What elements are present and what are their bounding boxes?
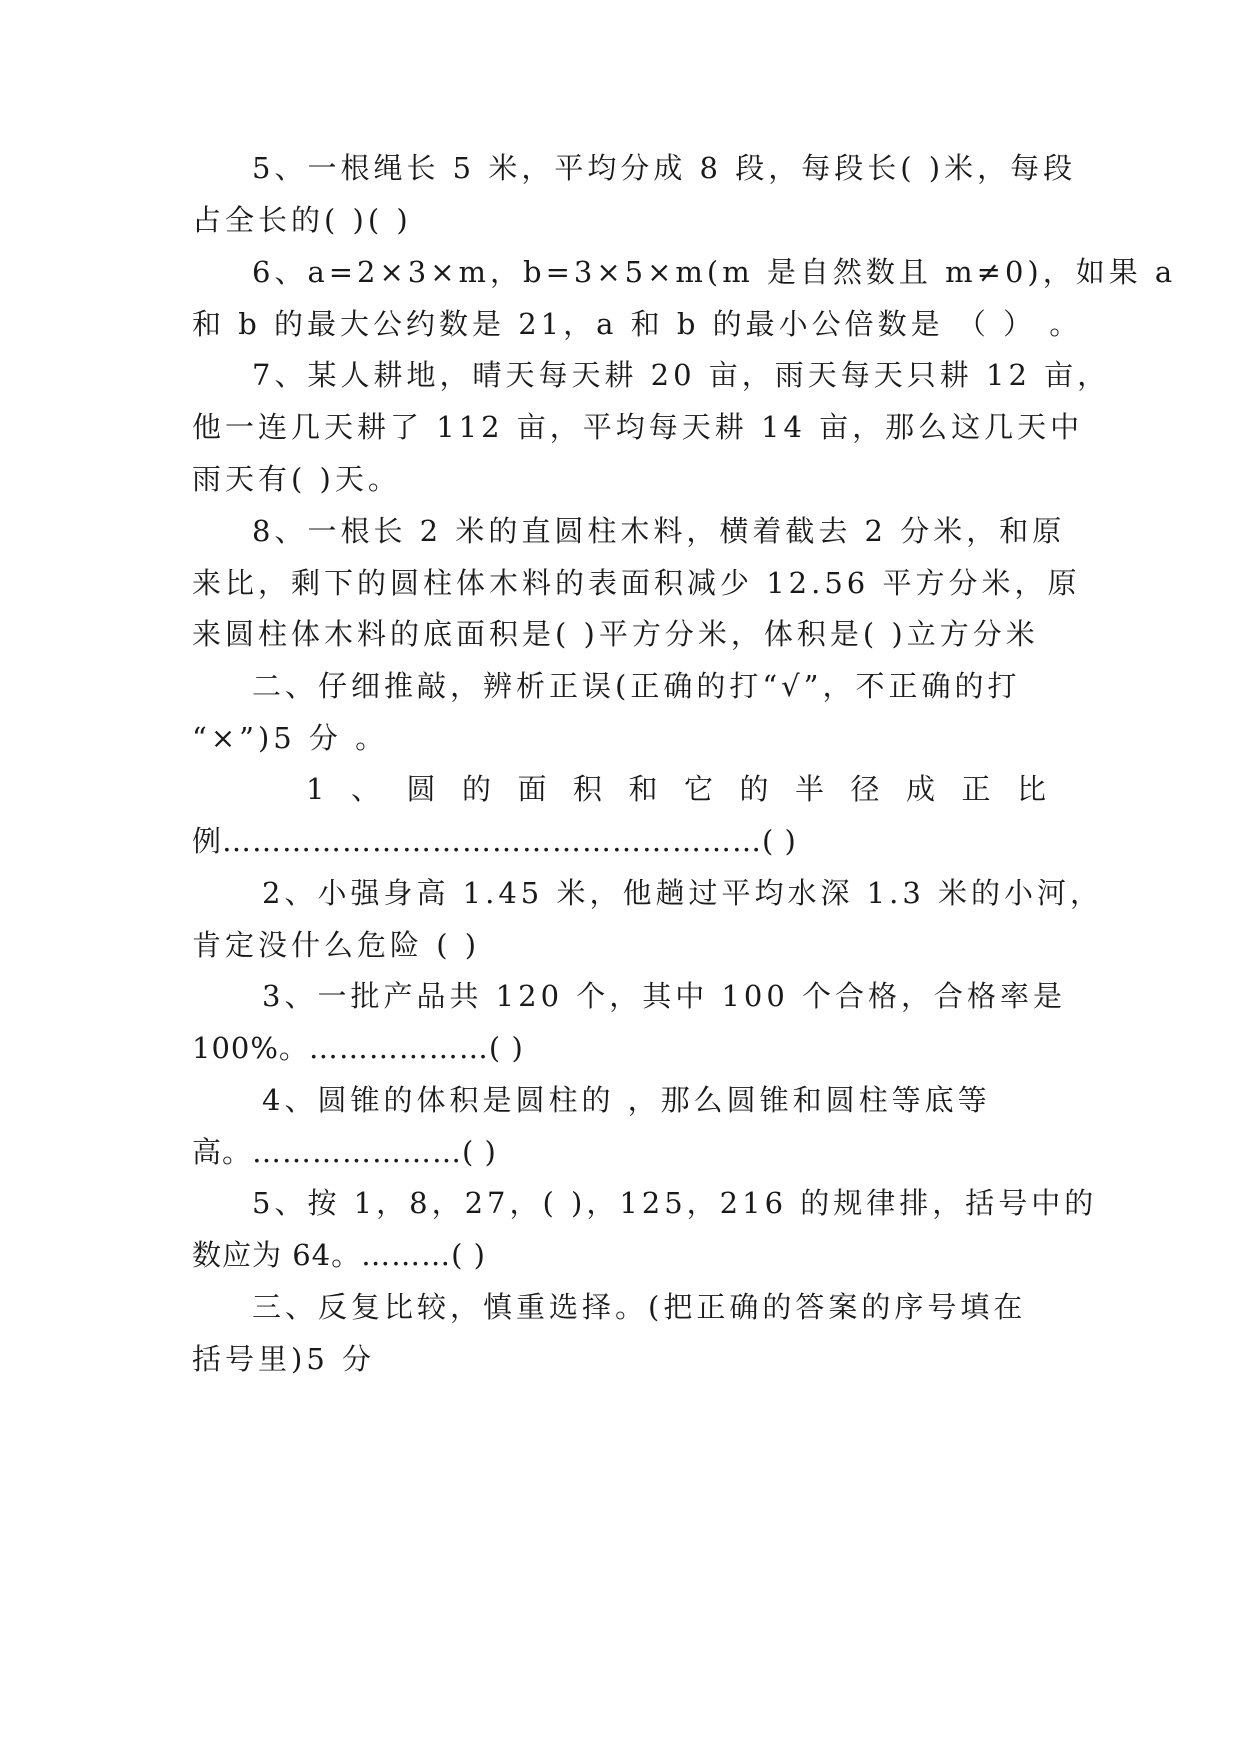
judge-1-char: 正 bbox=[961, 772, 991, 806]
judge-3-line-2: 100%。………………( ) bbox=[192, 1031, 524, 1065]
section-2-heading-line-2: “×”)5 分 。 bbox=[192, 721, 389, 755]
question-6-line-2: 和 b 的最大公约数是 21，a 和 b 的最小公倍数是 （ ） 。 bbox=[192, 307, 1083, 341]
section-3-heading-line-2: 括号里)5 分 bbox=[192, 1342, 375, 1376]
judge-1-char: 它 bbox=[683, 772, 713, 806]
judge-1-char: 比 bbox=[1016, 772, 1046, 806]
judge-1-line-2: 例………………………………………………( ) bbox=[192, 824, 797, 858]
section-2-heading-line-1: 二、仔细推敲，辨析正误(正确的打“√”，不正确的打 bbox=[252, 669, 1021, 703]
judge-1-char: 、 bbox=[350, 772, 380, 806]
judge-4-line-2: 高。…………………( ) bbox=[192, 1135, 497, 1169]
question-7-line-2: 他一连几天耕了 112 亩，平均每天耕 14 亩，那么这几天中 bbox=[192, 410, 1084, 444]
judge-5-line-2: 数应为 64。………( ) bbox=[192, 1238, 486, 1272]
question-5-line-1: 5、一根绳长 5 米，平均分成 8 段，每段长( )米，每段 bbox=[252, 151, 1077, 185]
question-7-line-3: 雨天有( )天。 bbox=[192, 462, 401, 496]
judge-1-char: 的 bbox=[739, 772, 769, 806]
section-3-heading-line-1: 三、反复比较，慎重选择。(把正确的答案的序号填在 bbox=[252, 1290, 1027, 1324]
judge-1-char: 径 bbox=[850, 772, 880, 806]
question-7-line-1: 7、某人耕地，晴天每天耕 20 亩，雨天每天只耕 12 亩， bbox=[252, 358, 1111, 392]
question-8-line-2: 来比，剩下的圆柱体木料的表面积减少 12.56 平方分米，原 bbox=[192, 566, 1081, 600]
question-8-line-3: 来圆柱体木料的底面积是( )平方分米，体积是( )立方分米 bbox=[192, 617, 1039, 651]
judge-4-line-1: 4、圆锥的体积是圆柱的 ，那么圆锥和圆柱等底等 bbox=[262, 1083, 991, 1117]
question-6-line-1: 6、a=2×3×m，b=3×5×m(m 是自然数且 m≠0)，如果 a bbox=[252, 255, 1177, 289]
judge-1-line-1 bbox=[306, 767, 1046, 811]
judge-2-line-2: 肯定没什么危险 ( ) bbox=[192, 928, 481, 962]
judge-1-char: 圆 bbox=[406, 772, 436, 806]
judge-1-char: 的 bbox=[461, 772, 491, 806]
question-5-line-2: 占全长的( )( ) bbox=[192, 203, 412, 237]
judge-3-line-1: 3、一批产品共 120 个，其中 100 个合格，合格率是 bbox=[262, 979, 1067, 1013]
judge-1-char: 和 bbox=[628, 772, 658, 806]
judge-1-char: 成 bbox=[905, 772, 935, 806]
judge-1-char: 面 bbox=[517, 772, 547, 806]
judge-1-char: 积 bbox=[572, 772, 602, 806]
judge-1-char: 1 bbox=[306, 772, 325, 806]
judge-1-char: 半 bbox=[794, 772, 824, 806]
judge-5-line-1: 5、按 1，8，27，( )，125，216 的规律排，括号中的 bbox=[252, 1186, 1098, 1220]
question-8-line-1: 8、一根长 2 米的直圆柱木料，横着截去 2 分米，和原 bbox=[252, 514, 1066, 548]
judge-2-line-1: 2、小强身高 1.45 米，他趟过平均水深 1.3 米的小河， bbox=[262, 876, 1104, 910]
